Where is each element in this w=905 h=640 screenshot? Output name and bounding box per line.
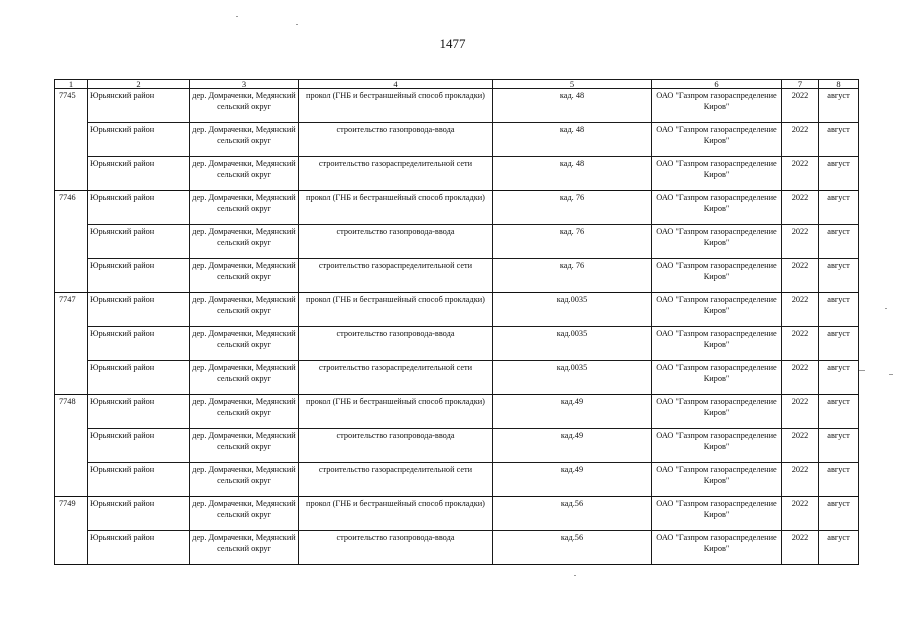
work-type-cell: прокол (ГНБ и бестраншейный способ прокладки) bbox=[299, 89, 493, 123]
year-cell: 2022 bbox=[782, 225, 819, 259]
work-type-cell: строительство газопровода-ввода bbox=[299, 327, 493, 361]
year-cell: 2022 bbox=[782, 191, 819, 225]
scan-speck bbox=[574, 575, 576, 576]
table-row bbox=[55, 259, 859, 293]
table-row bbox=[55, 497, 859, 531]
table-body bbox=[55, 89, 859, 565]
year-cell: 2022 bbox=[782, 395, 819, 429]
month-cell: август bbox=[819, 327, 859, 361]
record-number-cell bbox=[55, 123, 88, 157]
record-number-cell: 7746 bbox=[55, 191, 88, 225]
year-cell: 2022 bbox=[782, 157, 819, 191]
table-row bbox=[55, 293, 859, 327]
scan-speck bbox=[296, 24, 298, 25]
year-cell: 2022 bbox=[782, 497, 819, 531]
month-cell: август bbox=[819, 259, 859, 293]
executor-cell: ОАО "Газпром газораспределение Киров" bbox=[652, 531, 782, 565]
work-type-cell: строительство газораспределительной сети bbox=[299, 259, 493, 293]
work-type-cell: прокол (ГНБ и бестраншейный способ прокладки) bbox=[299, 293, 493, 327]
district-cell: Юрьянский район bbox=[88, 225, 190, 259]
scan-speck bbox=[885, 308, 887, 309]
district-cell: Юрьянский район bbox=[88, 293, 190, 327]
table-row bbox=[55, 89, 859, 123]
district-cell: Юрьянский район bbox=[88, 327, 190, 361]
year-cell: 2022 bbox=[782, 123, 819, 157]
table-row bbox=[55, 463, 859, 497]
table-row bbox=[55, 123, 859, 157]
cadastre-cell: кад.0035 bbox=[493, 293, 652, 327]
year-cell: 2022 bbox=[782, 463, 819, 497]
table-row bbox=[55, 361, 859, 395]
year-cell: 2022 bbox=[782, 429, 819, 463]
cadastre-cell: кад. 76 bbox=[493, 225, 652, 259]
locality-cell: дер. Домраченки, Медянский сельский округ bbox=[190, 497, 299, 531]
cadastre-cell: кад.0035 bbox=[493, 327, 652, 361]
locality-cell: дер. Домраченки, Медянский сельский округ bbox=[190, 327, 299, 361]
work-type-cell: строительство газопровода-ввода bbox=[299, 531, 493, 565]
month-cell: август bbox=[819, 531, 859, 565]
table-row bbox=[55, 395, 859, 429]
schedule-table bbox=[54, 79, 859, 565]
executor-cell: ОАО "Газпром газораспределение Киров" bbox=[652, 395, 782, 429]
work-type-cell: строительство газопровода-ввода bbox=[299, 225, 493, 259]
month-cell: август bbox=[819, 225, 859, 259]
locality-cell: дер. Домраченки, Медянский сельский округ bbox=[190, 157, 299, 191]
column-number: 8 bbox=[819, 80, 859, 89]
table-row bbox=[55, 531, 859, 565]
district-cell: Юрьянский район bbox=[88, 191, 190, 225]
district-cell: Юрьянский район bbox=[88, 497, 190, 531]
executor-cell: ОАО "Газпром газораспределение Киров" bbox=[652, 191, 782, 225]
locality-cell: дер. Домраченки, Медянский сельский округ bbox=[190, 361, 299, 395]
scan-speck bbox=[859, 370, 865, 371]
work-type-cell: строительство газораспределительной сети bbox=[299, 463, 493, 497]
work-type-cell: строительство газопровода-ввода bbox=[299, 123, 493, 157]
record-number-cell bbox=[55, 259, 88, 293]
cadastre-cell: кад.49 bbox=[493, 463, 652, 497]
locality-cell: дер. Домраченки, Медянский сельский округ bbox=[190, 191, 299, 225]
cadastre-cell: кад. 48 bbox=[493, 89, 652, 123]
locality-cell: дер. Домраченки, Медянский сельский округ bbox=[190, 225, 299, 259]
executor-cell: ОАО "Газпром газораспределение Киров" bbox=[652, 225, 782, 259]
district-cell: Юрьянский район bbox=[88, 123, 190, 157]
month-cell: август bbox=[819, 157, 859, 191]
table-row bbox=[55, 191, 859, 225]
record-number-cell bbox=[55, 327, 88, 361]
district-cell: Юрьянский район bbox=[88, 429, 190, 463]
work-type-cell: прокол (ГНБ и бестраншейный способ прокладки) bbox=[299, 395, 493, 429]
record-number-cell bbox=[55, 429, 88, 463]
scan-speck bbox=[236, 16, 238, 17]
cadastre-cell: кад. 76 bbox=[493, 191, 652, 225]
record-number-cell bbox=[55, 225, 88, 259]
executor-cell: ОАО "Газпром газораспределение Киров" bbox=[652, 157, 782, 191]
cadastre-cell: кад.56 bbox=[493, 531, 652, 565]
table-row bbox=[55, 225, 859, 259]
month-cell: август bbox=[819, 361, 859, 395]
year-cell: 2022 bbox=[782, 89, 819, 123]
district-cell: Юрьянский район bbox=[88, 395, 190, 429]
table-row bbox=[55, 157, 859, 191]
table-row bbox=[55, 327, 859, 361]
executor-cell: ОАО "Газпром газораспределение Киров" bbox=[652, 123, 782, 157]
month-cell: август bbox=[819, 463, 859, 497]
work-type-cell: строительство газораспределительной сети bbox=[299, 157, 493, 191]
locality-cell: дер. Домраченки, Медянский сельский округ bbox=[190, 259, 299, 293]
scan-speck bbox=[889, 374, 893, 375]
year-cell: 2022 bbox=[782, 293, 819, 327]
district-cell: Юрьянский район bbox=[88, 157, 190, 191]
column-number: 6 bbox=[652, 80, 782, 89]
month-cell: август bbox=[819, 191, 859, 225]
executor-cell: ОАО "Газпром газораспределение Киров" bbox=[652, 89, 782, 123]
month-cell: август bbox=[819, 293, 859, 327]
cadastre-cell: кад.56 bbox=[493, 497, 652, 531]
record-number-cell: 7747 bbox=[55, 293, 88, 327]
month-cell: август bbox=[819, 429, 859, 463]
month-cell: август bbox=[819, 497, 859, 531]
locality-cell: дер. Домраченки, Медянский сельский округ bbox=[190, 531, 299, 565]
district-cell: Юрьянский район bbox=[88, 89, 190, 123]
column-number: 2 bbox=[88, 80, 190, 89]
month-cell: август bbox=[819, 123, 859, 157]
record-number-cell bbox=[55, 463, 88, 497]
cadastre-cell: кад.49 bbox=[493, 429, 652, 463]
district-cell: Юрьянский район bbox=[88, 361, 190, 395]
executor-cell: ОАО "Газпром газораспределение Киров" bbox=[652, 259, 782, 293]
record-number-cell: 7749 bbox=[55, 497, 88, 531]
work-type-cell: строительство газопровода-ввода bbox=[299, 429, 493, 463]
year-cell: 2022 bbox=[782, 327, 819, 361]
table-row bbox=[55, 429, 859, 463]
executor-cell: ОАО "Газпром газораспределение Киров" bbox=[652, 293, 782, 327]
cadastre-cell: кад. 48 bbox=[493, 157, 652, 191]
column-number-row bbox=[55, 80, 859, 89]
record-number-cell: 7748 bbox=[55, 395, 88, 429]
locality-cell: дер. Домраченки, Медянский сельский округ bbox=[190, 123, 299, 157]
column-number: 4 bbox=[299, 80, 493, 89]
column-number: 5 bbox=[493, 80, 652, 89]
locality-cell: дер. Домраченки, Медянский сельский округ bbox=[190, 89, 299, 123]
record-number-cell bbox=[55, 361, 88, 395]
executor-cell: ОАО "Газпром газораспределение Киров" bbox=[652, 497, 782, 531]
locality-cell: дер. Домраченки, Медянский сельский округ bbox=[190, 395, 299, 429]
month-cell: август bbox=[819, 89, 859, 123]
record-number-cell bbox=[55, 531, 88, 565]
cadastre-cell: кад. 76 bbox=[493, 259, 652, 293]
district-cell: Юрьянский район bbox=[88, 463, 190, 497]
district-cell: Юрьянский район bbox=[88, 531, 190, 565]
cadastre-cell: кад. 48 bbox=[493, 123, 652, 157]
month-cell: август bbox=[819, 395, 859, 429]
executor-cell: ОАО "Газпром газораспределение Киров" bbox=[652, 361, 782, 395]
work-type-cell: прокол (ГНБ и бестраншейный способ прокладки) bbox=[299, 497, 493, 531]
district-cell: Юрьянский район bbox=[88, 259, 190, 293]
column-number: 3 bbox=[190, 80, 299, 89]
cadastre-cell: кад.49 bbox=[493, 395, 652, 429]
year-cell: 2022 bbox=[782, 259, 819, 293]
year-cell: 2022 bbox=[782, 361, 819, 395]
executor-cell: ОАО "Газпром газораспределение Киров" bbox=[652, 463, 782, 497]
record-number-cell: 7745 bbox=[55, 89, 88, 123]
locality-cell: дер. Домраченки, Медянский сельский округ bbox=[190, 463, 299, 497]
executor-cell: ОАО "Газпром газораспределение Киров" bbox=[652, 429, 782, 463]
work-type-cell: прокол (ГНБ и бестраншейный способ прокладки) bbox=[299, 191, 493, 225]
column-number: 1 bbox=[55, 80, 88, 89]
cadastre-cell: кад.0035 bbox=[493, 361, 652, 395]
work-type-cell: строительство газораспределительной сети bbox=[299, 361, 493, 395]
page-number: 1477 bbox=[439, 36, 466, 51]
locality-cell: дер. Домраченки, Медянский сельский округ bbox=[190, 429, 299, 463]
executor-cell: ОАО "Газпром газораспределение Киров" bbox=[652, 327, 782, 361]
record-number-cell bbox=[55, 157, 88, 191]
locality-cell: дер. Домраченки, Медянский сельский округ bbox=[190, 293, 299, 327]
year-cell: 2022 bbox=[782, 531, 819, 565]
column-number: 7 bbox=[782, 80, 819, 89]
